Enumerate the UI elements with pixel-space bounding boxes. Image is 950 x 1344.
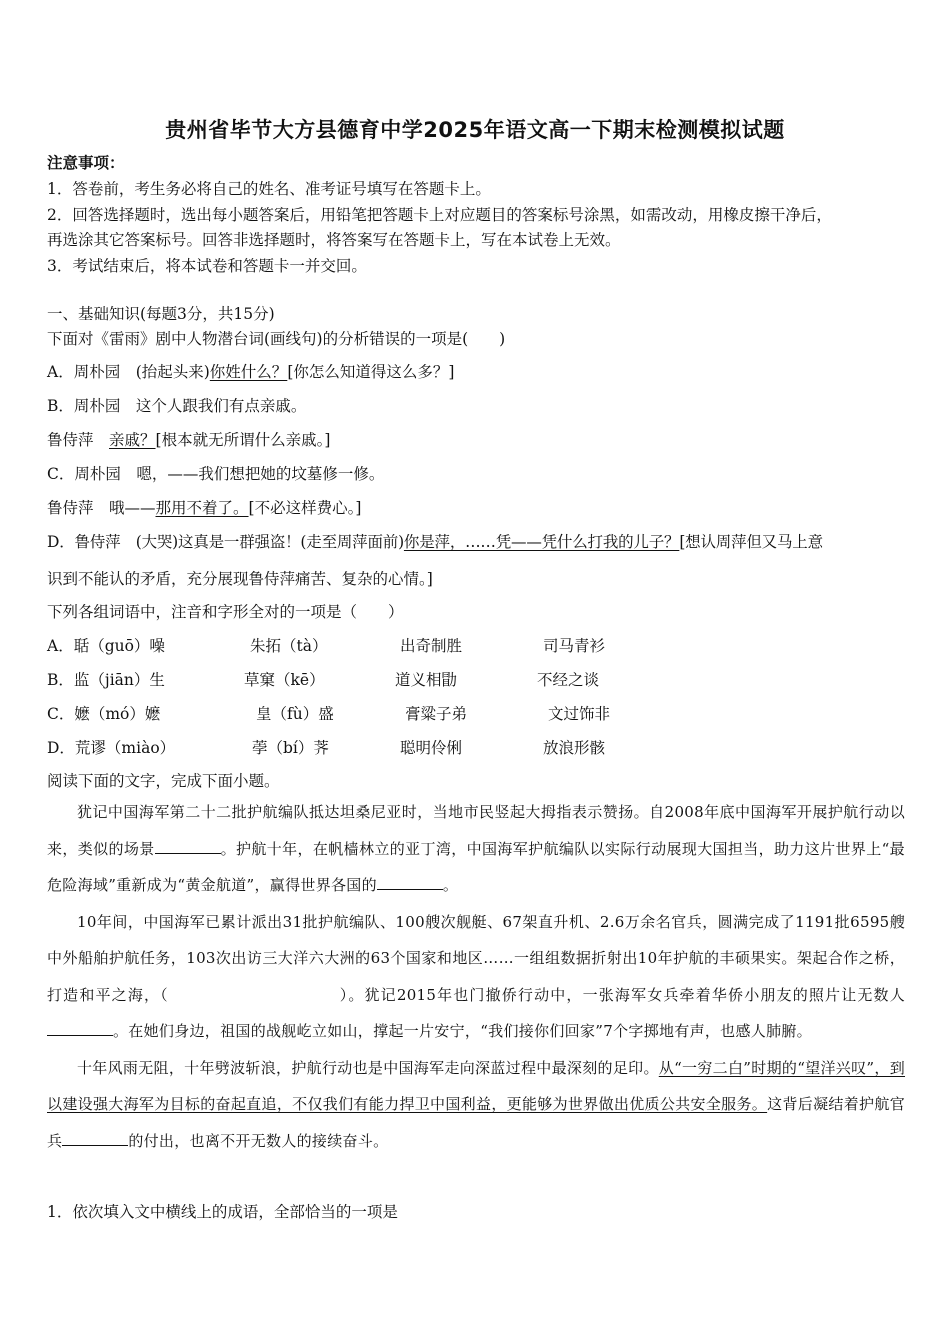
option-c-line1: C．周朴园 嗯，——我们想把她的坟墓修一修。 (47, 465, 385, 483)
q2-d-1: D．荒谬（miào） (47, 739, 176, 757)
fill-blank-3[interactable] (47, 1021, 113, 1036)
notice-item-3: 3．考试结束后，将本试卷和答题卡一并交回。 (47, 257, 367, 275)
option-a-underlined: 你姓什么？ (209, 363, 288, 381)
q2-c-3: 膏粱子弟 (405, 705, 468, 723)
option-d-line1 (47, 530, 823, 552)
q2-a-3: 出奇制胜 (400, 637, 463, 655)
q2-a-1: A．聒（guō）噪 (47, 637, 165, 655)
q2-a-4: 司马青衫 (543, 637, 606, 655)
option-c-prefix: 鲁侍萍 哦—— (47, 499, 156, 517)
option-d-underlined: 你是萍，……凭——凭什么打我的儿子？ (403, 533, 680, 551)
exam-title: 贵州省毕节大方县德育中学2025年语文高一下期末检测模拟试题 (165, 118, 785, 142)
fill-blank-4[interactable] (62, 1131, 128, 1146)
option-d-prefix: D．鲁侍萍 (大哭)这真是一群强盗！(走至周萍面前) (47, 533, 404, 551)
question-2-stem: 下列各组词语中，注音和字形全对的一项是（ ） (47, 603, 404, 621)
option-d-suffix: [想认周萍但又马上意 (679, 533, 823, 551)
section-heading: 一、基础知识(每题3分，共15分) (47, 305, 275, 323)
q2-b-3: 道义相勖 (395, 671, 458, 689)
option-b-line1: B．周朴园 这个人跟我们有点亲戚。 (47, 397, 307, 415)
option-a (47, 360, 454, 382)
notice-item-1: 1．答卷前，考生务必将自己的姓名、准考证号填写在答题卡上。 (47, 180, 491, 198)
option-c-suffix: [不必这样费心。] (248, 499, 362, 517)
fill-blank-2[interactable] (377, 875, 443, 890)
q2-d-4: 放浪形骸 (543, 739, 606, 757)
option-d-line2: 识到不能认的矛盾，充分展现鲁侍萍痛苦、复杂的心情。] (47, 570, 433, 588)
option-b-line2 (47, 428, 330, 450)
q2-a-2: 朱拓（tà） (250, 637, 328, 655)
fill-blank-1[interactable] (155, 839, 221, 854)
reading-passage (47, 794, 905, 1159)
q2-d-3: 聪明伶俐 (400, 739, 463, 757)
reading-intro: 阅读下面的文字，完成下面小题。 (47, 772, 280, 790)
passage-paragraph-2: 10年间，中国海军已累计派出31批护航编队、100艘次舰艇、67架直升机、2.6万余名官兵，圆满完成了1191批6595艘中外船舶护航任务，103次出访三大洋六大洲的63个国家和地区……一组组数据折射出10年护航的丰硕果实。架起合作之桥，打造和平之海，（ ）。犹记2015年也门撤侨行动中，一张海军女兵牵着华侨小朋友的照片让无数人。在她们身边，祖国的战舰屹立如山，撑起一片安宁，“我们接你们回家”7个字掷地有声，也感人肺腑。 (47, 912, 906, 1040)
option-a-suffix: [你怎么知道得这么多？] (287, 363, 455, 381)
option-b-prefix: 鲁侍萍 (47, 431, 110, 449)
option-b-suffix: [根本就无所谓什么亲戚。] (155, 431, 331, 449)
notice-item-2-cont: 再选涂其它答案标号。回答非选择题时，将答案写在答题卡上，写在本试卷上无效。 (47, 231, 621, 249)
notice-heading: 注意事项： (47, 153, 125, 172)
option-b-underlined: 亲戚？ (109, 431, 156, 449)
q2-b-2: 草窠（kē） (244, 671, 325, 689)
passage-paragraph-3: 十年风雨无阻，十年劈波斩浪，护航行动也是中国海军走向深蓝过程中最深刻的足印。从“一穷二白”时期的“望洋兴叹”，到以建设强大海军为目标的奋起直追，不仅我们有能力捍卫中国利益，更能够为世界做出优质公共安全服务。这背后凝结着护航官兵 的付出，也离不开无数人的接续奋斗。 (47, 1058, 906, 1150)
passage-underlined-sentence: 从“一穷二白”时期的“望洋兴叹”，到以建设强大海军为目标的奋起直追，不仅我们有能力捍卫中国利益，更能够为世界做出优质公共安全服务。 (47, 1058, 906, 1113)
q2-d-2: 荸（bí）荠 (252, 739, 329, 757)
option-c-line2 (47, 496, 361, 518)
notice-item-2: 2．回答选择题时，选出每小题答案后，用铅笔把答题卡上对应题目的答案标号涂黑，如需改动，用橡皮擦干净后， (47, 206, 832, 224)
q2-c-1: C．嬷（mó）嬷 (47, 705, 161, 723)
question-1-stem: 下面对《雷雨》剧中人物潜台词(画线句)的分析错误的一项是( ) (47, 330, 506, 348)
q2-b-1: B．监（jiān）生 (47, 671, 165, 689)
option-c-underlined: 那用不着了。 (155, 499, 249, 517)
passage-paragraph-1: 犹记中国海军第二十二批护航编队抵达坦桑尼亚时，当地市民竖起大拇指表示赞扬。自2008年底中国海军开展护航行动以来，类似的场景 。护航十年，在帆樯林立的亚丁湾，中国海军护航编队以实际行动展现大国担当，助力这片世界上“最危险海域”重新成为“黄金航道”，赢得世界各国的 。 (47, 803, 905, 894)
option-a-prefix: A．周朴园 (抬起头来) (47, 363, 210, 381)
reading-question-1: 1．依次填入文中横线上的成语，全部恰当的一项是 (47, 1203, 398, 1221)
q2-c-2: 皇（fù）盛 (256, 705, 334, 723)
q2-c-4: 文过饰非 (548, 705, 611, 723)
q2-b-4: 不经之谈 (537, 671, 600, 689)
